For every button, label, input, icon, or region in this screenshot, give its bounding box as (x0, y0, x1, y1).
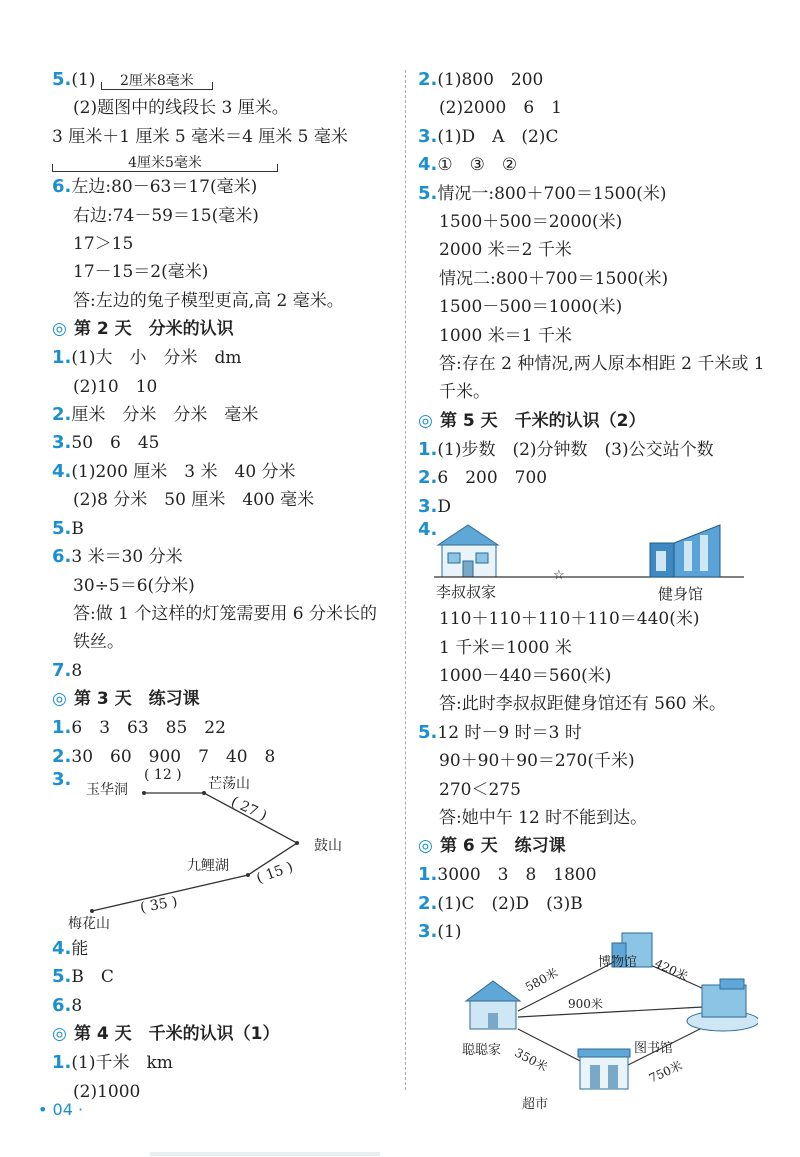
list-item: 3.(1) (418, 921, 462, 943)
list-item: 答:此时李叔叔距健身馆还有 560 米。 (439, 694, 726, 715)
list-item: 2.(1)C (2)D (3)B (418, 892, 583, 914)
q5-line3: 3 厘米＋1 厘米 5 毫米＝4 厘米 5 毫米 (52, 126, 348, 147)
list-item: 3.50 6 45 (52, 432, 160, 454)
list-item: 5.B (52, 517, 84, 539)
distance-label: 900米 (568, 996, 603, 1011)
circle-icon: ◎ (52, 1024, 67, 1045)
list-item: 2.30 60 900 7 40 8 (52, 745, 276, 767)
circle-icon: ◎ (52, 689, 67, 710)
distance-label: 750米 (646, 1058, 685, 1086)
footer-decoration (150, 1152, 380, 1156)
list-item: 4.① ③ ② (418, 154, 518, 176)
distance-label: ( 12 ) (144, 766, 182, 783)
list-item: 1.6 3 63 85 22 (52, 717, 226, 739)
place-label: 九鲤湖 (187, 857, 229, 874)
q5-line1: 5.(1) 2厘米8毫米 (52, 66, 397, 94)
distance-label: ( 15 ) (254, 858, 296, 887)
list-item: 90＋90＋90＝270(千米) (439, 751, 635, 772)
house-gym-figure: 4. ☆ 李叔叔家 健身馆 (418, 521, 790, 605)
list-item: 30÷5＝6(分米) (73, 575, 195, 596)
place-label: 超市 (522, 1096, 549, 1112)
day3-header: ◎ 第 3 天 练习课 (52, 685, 397, 714)
list-item: (2)10 10 (73, 376, 158, 397)
list-item: 6.8 (52, 994, 83, 1016)
page-number: • 04 · (38, 1100, 84, 1119)
place-label: 玉华洞 (86, 781, 128, 798)
place-label: 博物馆 (598, 954, 638, 970)
list-item: 1.3000 3 8 1800 (418, 864, 597, 886)
list-item: (2)1000 (73, 1081, 141, 1102)
place-label: 图书馆 (634, 1040, 674, 1056)
list-item: 270＜275 (439, 779, 521, 800)
place-label: 李叔叔家 (436, 583, 497, 602)
list-item: 3.(1)D A (2)C (418, 125, 559, 147)
list-item: 1.(1)千米 km (52, 1052, 173, 1074)
q5-bracket-row (52, 151, 397, 173)
left-column (52, 66, 397, 1106)
list-item: 5.B C (52, 966, 114, 988)
place-label: 健身馆 (658, 585, 704, 604)
column-divider (405, 70, 406, 1090)
list-item: 7.8 (52, 659, 83, 681)
list-item: (2)2000 6 1 (439, 98, 562, 119)
right-column (418, 66, 790, 1127)
list-item: 1.(1)步数 (2)分钟数 (3)公交站个数 (418, 438, 714, 460)
house-icon (438, 525, 498, 577)
distance-label: 350米 (512, 1045, 550, 1074)
distance-label: ( 35 ) (138, 893, 179, 917)
distance-label: 580米 (522, 965, 561, 994)
bracket-answer-2: 4厘米5毫米 (52, 155, 278, 172)
day6-header: ◎ 第 6 天 练习课 (418, 832, 790, 861)
list-item: 答:做 1 个这样的灯笼需要用 6 分米长的铁丝。 (73, 603, 377, 653)
bracket-answer-1: 2厘米8毫米 (101, 73, 213, 90)
list-item: 1500－500＝1000(米) (439, 297, 623, 318)
list-item: 6.3 米＝30 分米 (52, 546, 183, 568)
list-item: 4.能 (52, 937, 89, 959)
list-item: 3.D (418, 495, 452, 517)
list-item: 1000 米＝1 千米 (439, 325, 572, 346)
day5-header: ◎ 第 5 天 千米的认识（2） (418, 407, 790, 436)
list-item: 1000－440＝560(米) (439, 665, 612, 686)
list-item: 答:存在 2 种情况,两人原本相距 2 千米或 1 千米。 (439, 354, 765, 403)
q6-line3: 17＞15 (73, 234, 134, 255)
place-label: 鼓山 (314, 837, 342, 854)
place-label: 聪聪家 (462, 1042, 502, 1058)
place-label: 芒荡山 (208, 775, 250, 792)
map-figure (418, 947, 790, 1127)
list-item: 110＋110＋110＋110＝440(米) (439, 609, 700, 630)
list-item: 1.(1)大 小 分米 dm (52, 347, 242, 369)
distance-label: 420米 (652, 955, 691, 984)
q6-line2: 右边:74－59＝15(毫米) (73, 205, 259, 226)
list-item: 5.12 时－9 时＝3 时 (418, 721, 582, 743)
route-figure: 3. 玉华洞 ( 12 ) 芒荡山 ( 27 ) 鼓山 九鲤湖 ( 15 ) ( 35 ) 梅花山 (52, 771, 397, 919)
gym-icon (650, 525, 720, 577)
list-item: 1500＋500＝2000(米) (439, 212, 623, 233)
q5-line2: (2)题图中的线段长 3 厘米。 (73, 98, 289, 119)
list-item: 2.厘米 分米 分米 毫米 (52, 404, 259, 426)
list-item: 5.情况一:800＋700＝1500(米) (418, 182, 667, 204)
list-item: 2.(1)800 200 (418, 69, 544, 90)
day4-header: ◎ 第 4 天 千米的认识（1） (52, 1020, 397, 1049)
distance-label: ( 27 ) (228, 793, 270, 825)
circle-icon: ◎ (52, 319, 67, 340)
list-item: 4.(1)200 厘米 3 米 40 分米 (52, 460, 296, 482)
q6-line4: 17－15＝2(毫米) (73, 262, 209, 283)
market-icon (578, 1049, 630, 1089)
day2-header: ◎ 第 2 天 分米的认识 (52, 315, 397, 344)
house-gym-scene (434, 521, 764, 583)
place-label: 梅花山 (68, 915, 110, 932)
list-item: (2)8 分米 50 厘米 400 毫米 (73, 490, 315, 511)
list-item: 1 千米＝1000 米 (439, 637, 572, 658)
house-icon (466, 981, 520, 1029)
q6-line1: 6.左边:80－63＝17(毫米) (52, 176, 258, 198)
list-item: 情况二:800＋700＝1500(米) (439, 268, 669, 289)
star-icon: ☆ (553, 568, 565, 584)
list-item: 答:她中午 12 时不能到达。 (439, 807, 648, 828)
circle-icon: ◎ (418, 410, 433, 431)
circle-icon: ◎ (418, 836, 433, 857)
library-icon (687, 979, 758, 1031)
list-item: 2000 米＝2 千米 (439, 240, 572, 261)
q6-answer: 答:左边的兔子模型更高,高 2 毫米。 (73, 290, 344, 311)
list-item: 2.6 200 700 (418, 467, 548, 489)
